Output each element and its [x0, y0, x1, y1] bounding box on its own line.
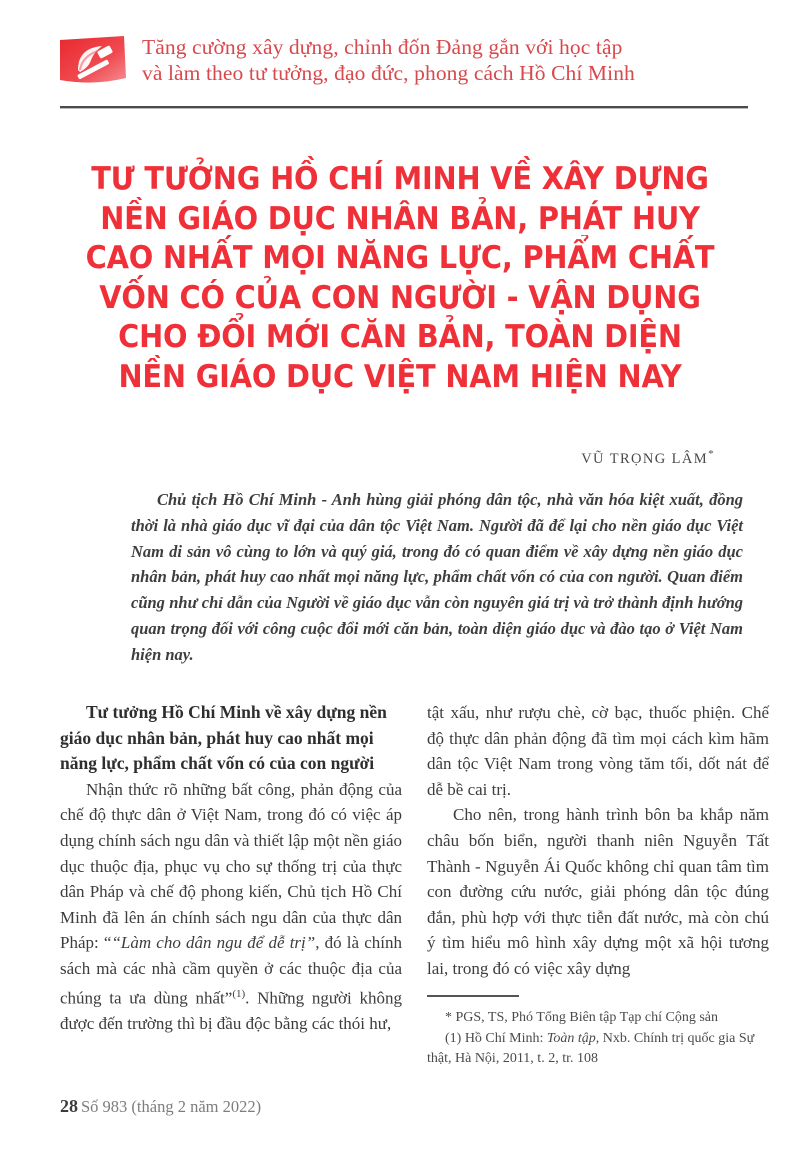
- paragraph-left-1-part3: . Những người không được đến trường thì bị đầu độc bằng các thói hư,: [60, 988, 402, 1033]
- header-divider-shadow: [60, 108, 748, 109]
- title-line-6: NỀN GIÁO DỤC VIỆT NAM HIỆN NAY: [118, 358, 682, 395]
- paragraph-left-1: [60, 777, 402, 1037]
- page-number: 28: [60, 1096, 78, 1116]
- title-line-4: VỐN CÓ CỦA CON NGƯỜI - VẬN DỤNG: [99, 279, 701, 316]
- page-footer: [60, 1096, 261, 1117]
- author-name: VŨ TRỌNG LÂM: [581, 450, 709, 467]
- footnote-divider: [427, 995, 519, 997]
- column-right: [427, 700, 769, 982]
- hammer-sickle-flag-icon: [58, 34, 128, 86]
- abstract: Chủ tịch Hồ Chí Minh - Anh hùng giải phóng dân tộc, nhà văn hóa kiệt xuất, đồng thời là nhà giáo dục vĩ đại của dân tộc Việt Nam. Người đã để lại cho nền giáo dục Việt Nam di sản vô cùng to lớn và quý giá, trong đó có quan điểm về xây dựng nền giáo dục nhân bản, phát huy cao nhất mọi năng lực, phẩm chất vốn có của con người. Quan điểm cũng như chỉ dẫn của Người về giáo dục vẫn còn nguyên giá trị và trở thành định hướng quan trọng đối với công cuộc đổi mới căn bản, toàn diện giáo dục và đào tạo ở Việt Nam hiện nay.: [131, 490, 743, 664]
- section-heading: Tư tưởng Hồ Chí Minh về xây dựng nền giáo dục nhân bản, phát huy cao nhất mọi năng lực, phẩm chất vốn có của con người: [60, 702, 387, 774]
- footnote-1-title: Toàn tập: [546, 1030, 596, 1046]
- column-left: [60, 700, 402, 1036]
- title-line-5: CHO ĐỔI MỚI CĂN BẢN, TOÀN DIỆN: [118, 319, 682, 355]
- author-footnote-marker: *: [708, 448, 715, 460]
- paragraph-right-2: Cho nên, trong hành trình bôn ba khắp năm châu bốn biển, người thanh niên Nguyễn Tất Thành - Nguyễn Ái Quốc không chỉ quan tâm tìm con đường cứu nước, giải phóng dân tộc đúng đắn, phù hợp với thực tiễn đất nước, mà còn chú ý tìm hiểu mô hình xây dựng một xã hội tương lai, trong đó có việc xây dựng: [427, 805, 769, 978]
- paragraph-left-1-quote: “Làm cho dân ngu để dễ trị”: [111, 933, 316, 953]
- author-byline: [55, 448, 715, 468]
- footnote-author: * PGS, TS, Phó Tổng Biên tập Tạp chí Cộng sản: [445, 1010, 719, 1025]
- issue-label: Số 983 (tháng 2 năm 2022): [81, 1097, 262, 1116]
- title-line-2: NỀN GIÁO DỤC NHÂN BẢN, PHÁT HUY: [100, 200, 700, 237]
- paragraph-right-1: tật xấu, như rượu chè, cờ bạc, thuốc phiện. Chế độ thực dân phản động đã tìm mọi cách kìm hãm dân tộc Việt Nam trong vòng tăm tối, dốt nát để dễ bề cai trị.: [427, 703, 769, 799]
- page-title: [55, 160, 745, 397]
- title-line-1: TƯ TƯỞNG HỒ CHÍ MINH VỀ XÂY DỰNG: [91, 161, 709, 197]
- footnote-1-prefix: (1) Hồ Chí Minh:: [445, 1030, 547, 1046]
- masthead-text: [142, 32, 635, 86]
- masthead: [58, 32, 758, 102]
- masthead-line-2: và làm theo tư tưởng, đạo đức, phong cách Hồ Chí Minh: [142, 61, 635, 85]
- footnote-ref-1: (1): [232, 987, 246, 1000]
- footnotes: [427, 1008, 769, 1070]
- footnote-1-suffix: , Nxb. Chính trị quốc gia Sự thật, Hà Nội, 2011, t. 2, tr. 108: [427, 1030, 755, 1066]
- paragraph-left-1-part1: Nhận thức rõ những bất công, phản động của chế độ thực dân ở Việt Nam, trong đó có việc áp dụng chính sách ngu dân và thiết lập một nền giáo dục thuộc địa, phục vụ cho sự thống trị của thực dân Pháp và chế độ phong kiến, Chủ tịch Hồ Chí Minh đã lên án chính sách ngu dân của thực dân Pháp: “: [60, 779, 402, 953]
- paragraph-left-1-part2: , đó là chính sách mà các nhà cầm quyền ở các thuộc địa của chúng ta ưa dùng nhất”: [60, 933, 402, 1008]
- footnote-ref-1-text: [427, 1029, 769, 1070]
- title-line-3: CAO NHẤT MỌI NĂNG LỰC, PHẨM CHẤT: [85, 240, 715, 276]
- masthead-line-1: Tăng cường xây dựng, chỉnh đốn Đảng gắn với học tập: [142, 35, 623, 59]
